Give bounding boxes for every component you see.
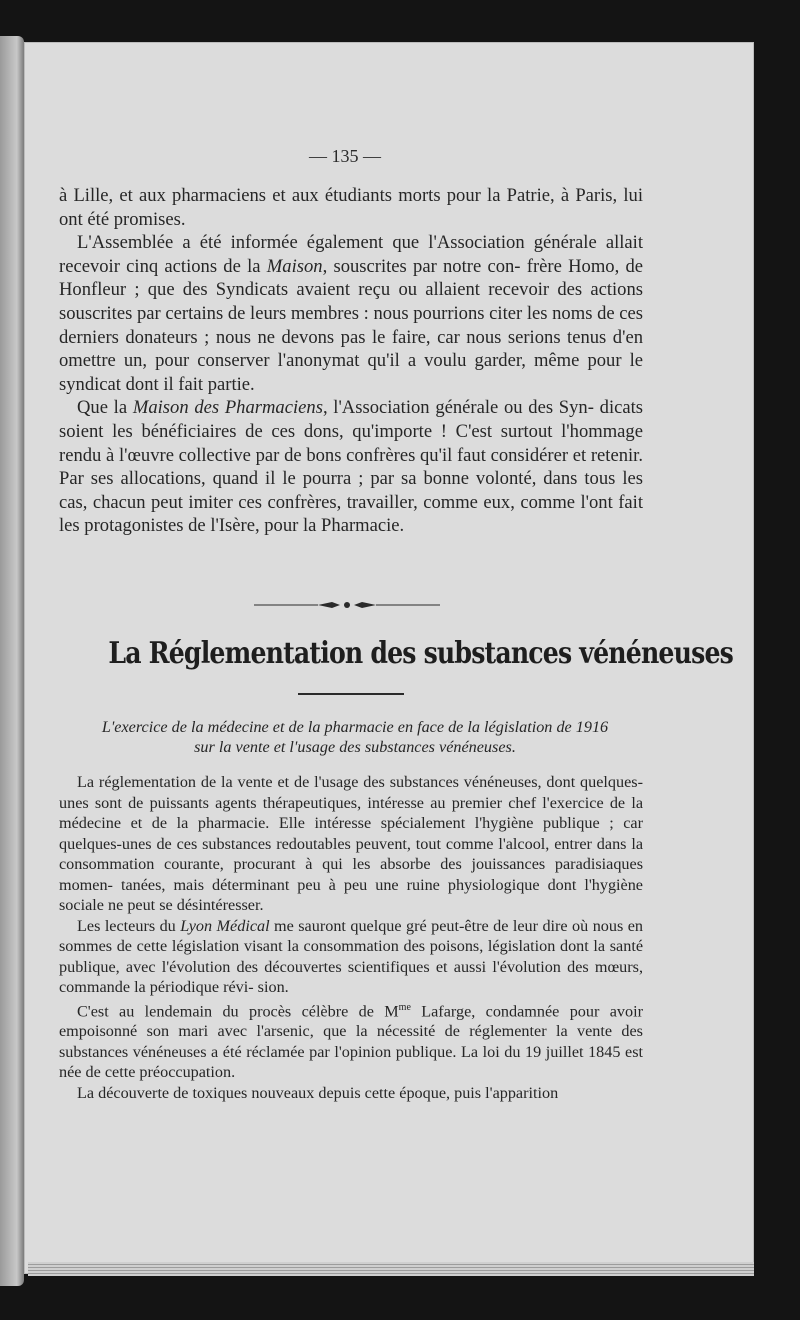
- paragraph-3: Que la Maison des Pharmaciens, l'Association générale ou des Syn- dicats soient les bénéficiaires de ces dons, qu'importe ! C'est surtout l'hommage rendu à l'œuvre collective par de bons confrères qu'il faut considérer et retenir. Par ses allocations, quand il le pourra ; par sa bonne volonté, dans tous les cas, chacun peut imiter ces confrères, travailler, comme eux, comme l'ont fait les protagonistes de l'Isère, pour la Pharmacie.: [59, 397, 644, 537]
- article-paragraph-1: La réglementation de la vente et de l'usage des substances vénéneuses, dont quelques-unes sont de puissants agents thérapeutiques, intéresse au premier chef l'exercice de la médecine et de la pharmacie. Elle intéresse spécialement l'hygiène publique ; car quelques-unes de ces substances redoutables peuvent, tout comme l'alcool, entrer dans la consommation courante, procurant à qui les absorbe des jouissances paradisiaques momen- tanées, mais déterminant peu à peu une ruine physiologique dont l'hygiène sociale ne peut se désintéresser.: [59, 773, 644, 914]
- facing-page-edge: [0, 36, 24, 1286]
- paragraph-2: L'Assemblée a été informée également que l'Association générale allait recevoir cinq actions de la Maison, souscrites par notre con- frère Homo, de Honfleur ; que des Syndicats avaient reçu ou allaient recevoir des actions souscrites par certains de leurs membres : nous pourrions citer les noms de ces derniers donateurs ; nous ne devons pas le faire, car nous serions tenus d'en omettre un, pour conserver l'anonymat qu'il a voulu garder, même pour le syndicat dont il fait partie.: [59, 232, 644, 395]
- article-subtitle: L'exercice de la médecine et de la pharmacie en face de la législation de 1916 sur la vente et l'usage des substances vénéneuses.: [101, 718, 609, 756]
- italic-maison-pharmaciens: Maison des Pharmaciens: [132, 397, 323, 419]
- superscript-me: me: [398, 1001, 411, 1013]
- page-stack-edge: [28, 1262, 754, 1276]
- article-paragraph-2: Les lecteurs du Lyon Médical me sauront quelque gré peut-être de leur dire où nous en sommes de cette législation visant la consommation des poisons, législation dont la santé publique, avec l'évolution des découvertes scientifiques et aussi l'évolution des mœurs, commande la périodique révi- sion.: [59, 916, 644, 996]
- italic-maison: Maison: [266, 255, 323, 277]
- article-title: La Réglementation des substances vénéneuses: [108, 636, 734, 671]
- section-continued-text: [59, 184, 643, 538]
- italic-lyon-medical: Lyon Médical: [180, 916, 270, 935]
- page-number: — 135 —: [309, 146, 381, 166]
- title-underline: [298, 693, 404, 695]
- ornamental-divider: [254, 598, 440, 612]
- article-paragraph-4: La découverte de toxiques nouveaux depuis cette époque, puis l'apparition: [77, 1083, 559, 1102]
- paragraph-1: à Lille, et aux pharmaciens et aux étudiants morts pour la Patrie, à Paris, lui ont été promises.: [59, 185, 643, 230]
- article-body: [59, 772, 643, 1103]
- article-paragraph-3: C'est au lendemain du procès célèbre de $M^{me}$ Lafarge, condamnée pour avoir empoisonné son mari avec l'arsenic, que la nécessité de réglementer la vente des substances vénéneuses a été réclamée par l'opinion publique. La loi du 19 juillet 1845 est née de cette préoccupation.: [59, 1001, 644, 1082]
